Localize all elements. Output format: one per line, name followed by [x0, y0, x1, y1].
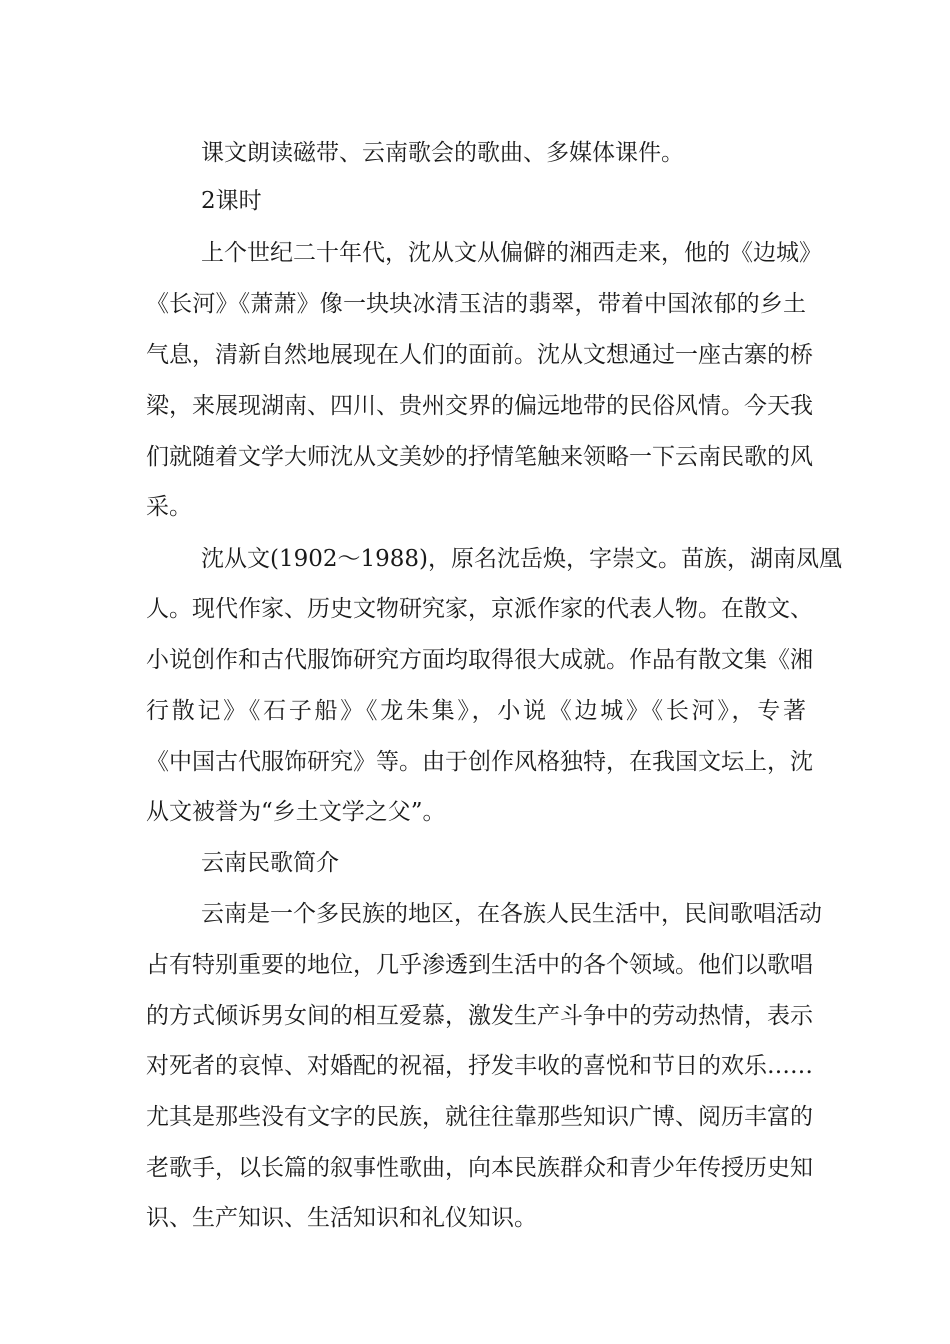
- class-hours-line: 2课时: [201, 188, 262, 214]
- section-heading: 云南民歌简介: [201, 850, 339, 876]
- intro-paragraph-line-3: 气息，清新自然地展现在人们的面前。沈从文想通过一座古寨的桥: [146, 342, 813, 368]
- author-paragraph-line-2: 人。现代作家、历史文物研究家，京派作家的代表人物。在散文、: [146, 596, 813, 622]
- folk-song-paragraph-line-4: 对死者的哀悼、对婚配的祝福，抒发丰收的喜悦和节日的欢乐……: [146, 1053, 813, 1079]
- folk-song-paragraph-line-1: 云南是一个多民族的地区，在各族人民生活中，民间歌唱活动: [201, 901, 822, 927]
- author-paragraph-line-3: 小说创作和古代服饰研究方面均取得很大成就。作品有散文集《湘: [146, 647, 813, 673]
- intro-paragraph-line-5: 们就随着文学大师沈从文美妙的抒情笔触来领略一下云南民歌的风: [146, 444, 813, 470]
- intro-paragraph-line-4: 梁，来展现湖南、四川、贵州交界的偏远地带的民俗风情。今天我: [146, 393, 813, 419]
- intro-paragraph-line-6: 采。: [146, 494, 192, 520]
- folk-song-paragraph-line-5: 尤其是那些没有文字的民族，就往往靠那些知识广博、阅历丰富的: [146, 1104, 813, 1130]
- materials-line: 课文朗读磁带、云南歌会的歌曲、多媒体课件。: [201, 140, 684, 166]
- folk-song-paragraph-line-2: 占有特别重要的地位，几乎渗透到生活中的各个领域。他们以歌唱: [146, 952, 813, 978]
- author-paragraph-line-1: 沈从文(1902～1988)，原名沈岳焕，字崇文。苗族，湖南凤凰: [201, 546, 843, 572]
- author-paragraph-line-4: 行散记》《石子船》《龙朱集》，小说《边城》《长河》，专著: [146, 698, 806, 724]
- intro-paragraph-line-2: 《长河》《萧萧》像一块块冰清玉洁的翡翠，带着中国浓郁的乡土: [146, 291, 806, 317]
- author-paragraph-line-6: 从文被誉为“乡土文学之父”。: [146, 799, 446, 825]
- folk-song-paragraph-line-6: 老歌手，以长篇的叙事性歌曲，向本民族群众和青少年传授历史知: [146, 1155, 813, 1181]
- folk-song-paragraph-line-3: 的方式倾诉男女间的相互爱慕，激发生产斗争中的劳动热情，表示: [146, 1003, 813, 1029]
- folk-song-paragraph-line-7: 识、生产知识、生活知识和礼仪知识。: [146, 1205, 537, 1231]
- intro-paragraph-line-1: 上个世纪二十年代，沈从文从偏僻的湘西走来，他的《边城》: [201, 240, 822, 266]
- author-paragraph-line-5: 《中国古代服饰研究》等。由于创作风格独特，在我国文坛上，沈: [146, 749, 813, 775]
